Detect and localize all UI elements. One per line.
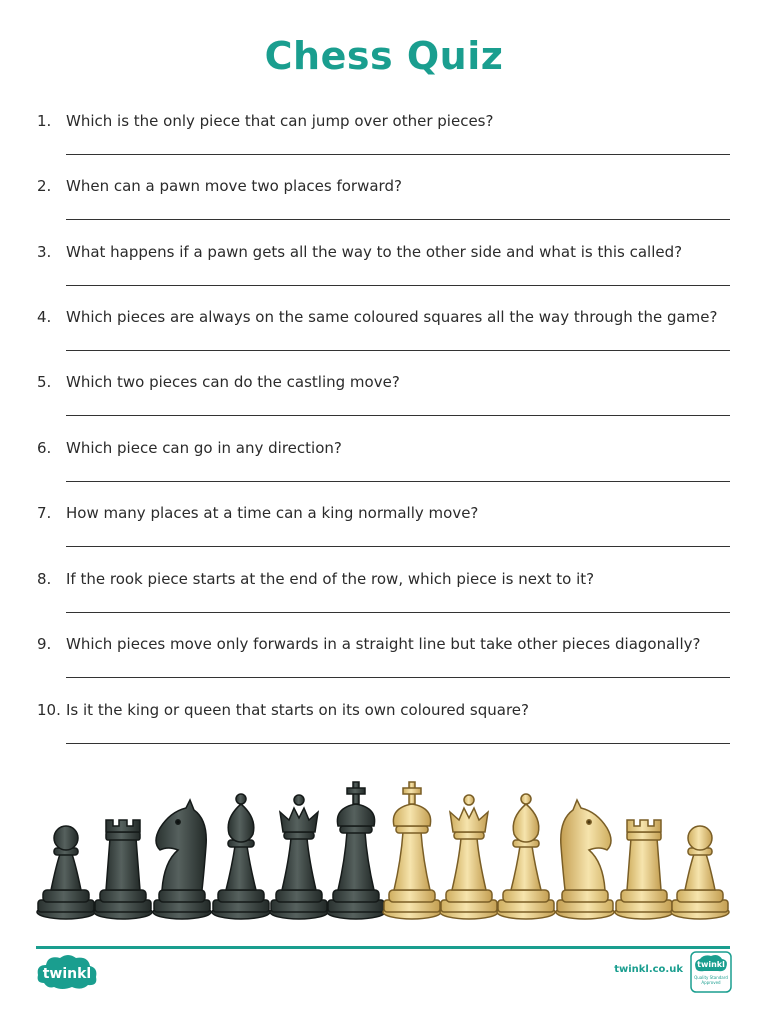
question-text: Which pieces are always on the same coloured squares all the way through the game? [66, 308, 718, 326]
dark-knight-icon [153, 800, 211, 919]
question-7 [0, 503, 768, 563]
answer-line[interactable] [66, 743, 730, 744]
question-text: Which piece can go in any direction? [66, 439, 342, 457]
question-8 [0, 569, 768, 629]
dark-rook-icon [94, 820, 152, 919]
light-knight-icon [556, 800, 614, 919]
answer-line[interactable] [66, 154, 730, 155]
light-pawn-icon [671, 826, 729, 919]
question-1 [0, 111, 768, 171]
question-number: 7. [37, 504, 52, 522]
dark-bishop-icon [212, 794, 270, 919]
question-text: Which two pieces can do the castling move? [66, 373, 400, 391]
question-text: If the rook piece starts at the end of the row, which piece is next to it? [66, 570, 595, 588]
question-number: 8. [37, 570, 52, 588]
question-text: Which pieces move only forwards in a straight line but take other pieces diagonally? [66, 635, 701, 653]
question-number: 1. [37, 112, 52, 130]
question-3 [0, 242, 768, 302]
answer-line[interactable] [66, 677, 730, 678]
dark-king-icon [327, 782, 385, 919]
question-4 [0, 307, 768, 367]
logo-text: twinkl [42, 966, 92, 982]
twinkl-logo[interactable] [36, 953, 98, 991]
question-text: What happens if a pawn gets all the way to the other side and what is this called? [66, 243, 683, 261]
question-text: Is it the king or queen that starts on its own coloured square? [66, 701, 529, 719]
question-2 [0, 176, 768, 236]
question-number: 2. [37, 177, 52, 195]
question-5 [0, 372, 768, 432]
question-number: 10. [37, 701, 61, 719]
question-number: 6. [37, 439, 52, 457]
quality-badge [690, 951, 732, 993]
answer-line[interactable] [66, 481, 730, 482]
answer-line[interactable] [66, 219, 730, 220]
footer-divider [36, 946, 730, 949]
dark-queen-icon [270, 795, 328, 919]
answer-line[interactable] [66, 612, 730, 613]
answer-line[interactable] [66, 285, 730, 286]
dark-pawn-icon [37, 826, 95, 919]
question-6 [0, 438, 768, 498]
light-king-icon [383, 782, 441, 919]
light-queen-icon [440, 795, 498, 919]
badge-brand: twinkl [697, 960, 725, 969]
question-number: 3. [37, 243, 52, 261]
question-number: 5. [37, 373, 52, 391]
chess-pieces-illustration [34, 776, 734, 926]
question-text: When can a pawn move two places forward? [66, 177, 402, 195]
badge-caption: Quality Standard Approved [694, 975, 728, 985]
light-rook-icon [615, 820, 673, 919]
answer-line[interactable] [66, 546, 730, 547]
question-text: Which is the only piece that can jump over other pieces? [66, 112, 494, 130]
page-title: Chess Quiz [264, 34, 504, 78]
question-10 [0, 700, 768, 760]
question-number: 4. [37, 308, 52, 326]
answer-line[interactable] [66, 350, 730, 351]
question-text: How many places at a time can a king normally move? [66, 504, 479, 522]
website-link[interactable]: twinkl.co.uk [614, 964, 683, 975]
answer-line[interactable] [66, 415, 730, 416]
light-bishop-icon [497, 794, 555, 919]
question-number: 9. [37, 635, 52, 653]
question-9 [0, 634, 768, 694]
